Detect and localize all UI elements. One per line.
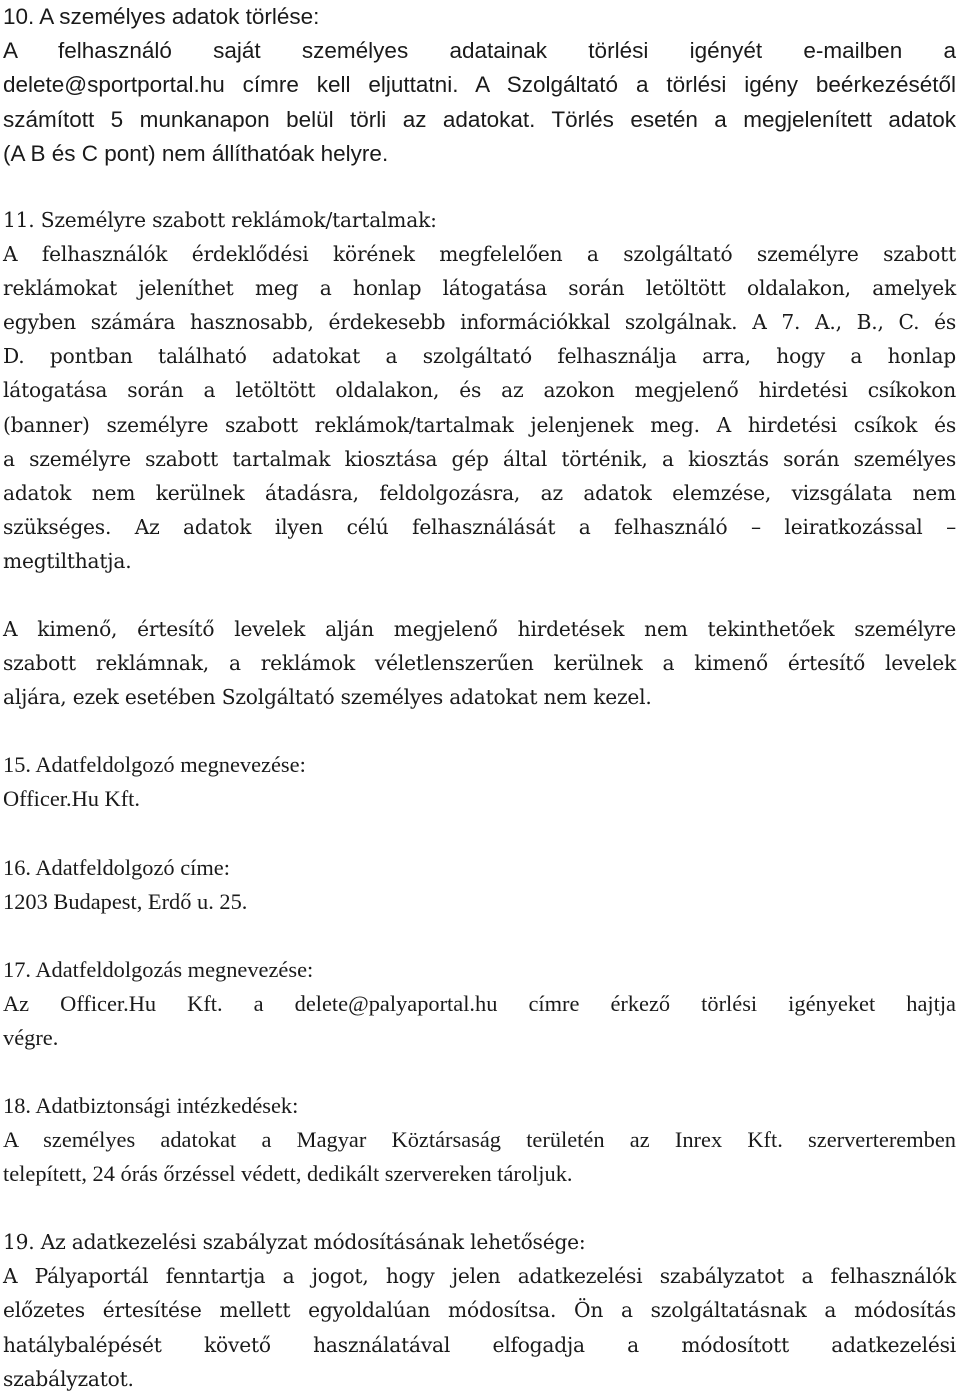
section-11-line-8: adatok nem kerülnek átadásra, feldolgozásra, az adatok elemzése, vizsgálata nem [3, 480, 956, 505]
section-11-line-7: a személyre szabott tartalmak kiosztása gép által történik, a kiosztás során személyes [3, 446, 956, 471]
section-18-line-2: telepített, 24 órás őrzéssel védett, dedikált szervereken tároljuk. [3, 1161, 573, 1187]
section-11-line-5: látogatása során a letöltött oldalakon, és az azokon megjelenő hirdetési csíkokon [3, 378, 956, 403]
section-11-p2-line-2: szabott reklámnak, a reklámok véletlenszerűen kerülnek a kimenő értesítő levelek [3, 651, 956, 676]
section-19-line-1: A Pályaportál fenntartja a jogot, hogy jelen adatkezelési szabályzatot a felhasználók [3, 1264, 956, 1289]
section-19-line-3: hatálybalépését követő használatával elfogadja a módosított adatkezelési [3, 1332, 956, 1357]
section-10-line-4: (A B és C pont) nem állíthatóak helyre. [3, 140, 389, 166]
section-11-p2-line-1: A kimenő, értesítő levelek alján megjelenő hirdetések nem tekinthetőek személyre [3, 617, 956, 642]
section-11-line-1: A felhasználók érdeklődési körének megfelelően a szolgáltató személyre szabott [3, 242, 956, 267]
section-11-line-4: D. pontban található adatokat a szolgáltató felhasználja arra, hogy a honlap [3, 344, 956, 369]
section-10 [3, 0, 956, 171]
spacer [3, 171, 956, 203]
section-11-paragraph-2 [3, 612, 956, 714]
section-15 [3, 748, 956, 816]
section-10-line-1: A felhasználó saját személyes adatainak törlési igényét e-mailben a [3, 38, 956, 64]
section-17-heading: 17. Adatfeldolgozás megnevezése: [3, 956, 314, 982]
document-page [3, 0, 956, 1396]
section-11-p2-line-3: aljára, ezek esetében Szolgáltató személyes adatokat nem kezel. [3, 685, 652, 710]
section-10-line-2: delete@sportportal.hu címre kell eljuttatni. A Szolgáltató a törlési igény beérkezésétől [3, 72, 956, 98]
spacer [3, 578, 956, 612]
section-11-line-6: (banner) személyre szabott reklámok/tartalmak jelenjenek meg. A hirdetési csíkok és [3, 412, 956, 437]
section-16-value: 1203 Budapest, Erdő u. 25. [3, 888, 248, 914]
section-18-heading: 18. Adatbiztonsági intézkedések: [3, 1092, 299, 1118]
section-15-value: Officer.Hu Kft. [3, 786, 140, 812]
section-16 [3, 851, 956, 919]
section-11-line-9: szükséges. Az adatok ilyen célú felhasználását a felhasználó – leiratkozással – [3, 514, 956, 539]
section-18-line-1: A személyes adatokat a Magyar Köztársaság területén az Inrex Kft. szerverteremben [3, 1127, 956, 1153]
section-11-heading: 11. Személyre szabott reklámok/tartalmak: [3, 208, 437, 233]
section-18 [3, 1089, 956, 1191]
section-19-line-4: szabályzatot. [3, 1366, 134, 1391]
section-11-line-10: megtilthatja. [3, 548, 132, 573]
spacer [3, 817, 956, 851]
section-19 [3, 1225, 956, 1395]
section-19-heading: 19. Az adatkezelési szabályzat módosításának lehetősége: [3, 1230, 586, 1255]
spacer [3, 919, 956, 953]
spacer [3, 1191, 956, 1225]
section-11-line-3: egyben számára hasznosabb, érdekesebb információkkal szolgálnak. A 7. A., B., C. és [3, 310, 956, 335]
section-16-heading: 16. Adatfeldolgozó címe: [3, 854, 230, 880]
section-17-line-2: végre. [3, 1024, 59, 1050]
section-17 [3, 953, 956, 1055]
section-11-line-2: reklámokat jeleníthet meg a honlap látogatása során letöltött oldalakon, amelyek [3, 276, 956, 301]
section-11 [3, 203, 956, 578]
spacer [3, 714, 956, 748]
section-17-line-1: Az Officer.Hu Kft. a delete@palyaportal.hu címre érkező törlési igényeket hajtja [3, 990, 956, 1016]
section-10-line-3: számított 5 munkanapon belül törli az adatokat. Törlés esetén a megjelenített adatok [3, 106, 956, 132]
spacer [3, 1055, 956, 1089]
section-15-heading: 15. Adatfeldolgozó megnevezése: [3, 752, 306, 778]
section-10-heading: 10. A személyes adatok törlése: [3, 4, 320, 29]
section-19-line-2: előzetes értesítése mellett egyoldalúan módosítsa. Ön a szolgáltatásnak a módosítás [3, 1298, 956, 1323]
